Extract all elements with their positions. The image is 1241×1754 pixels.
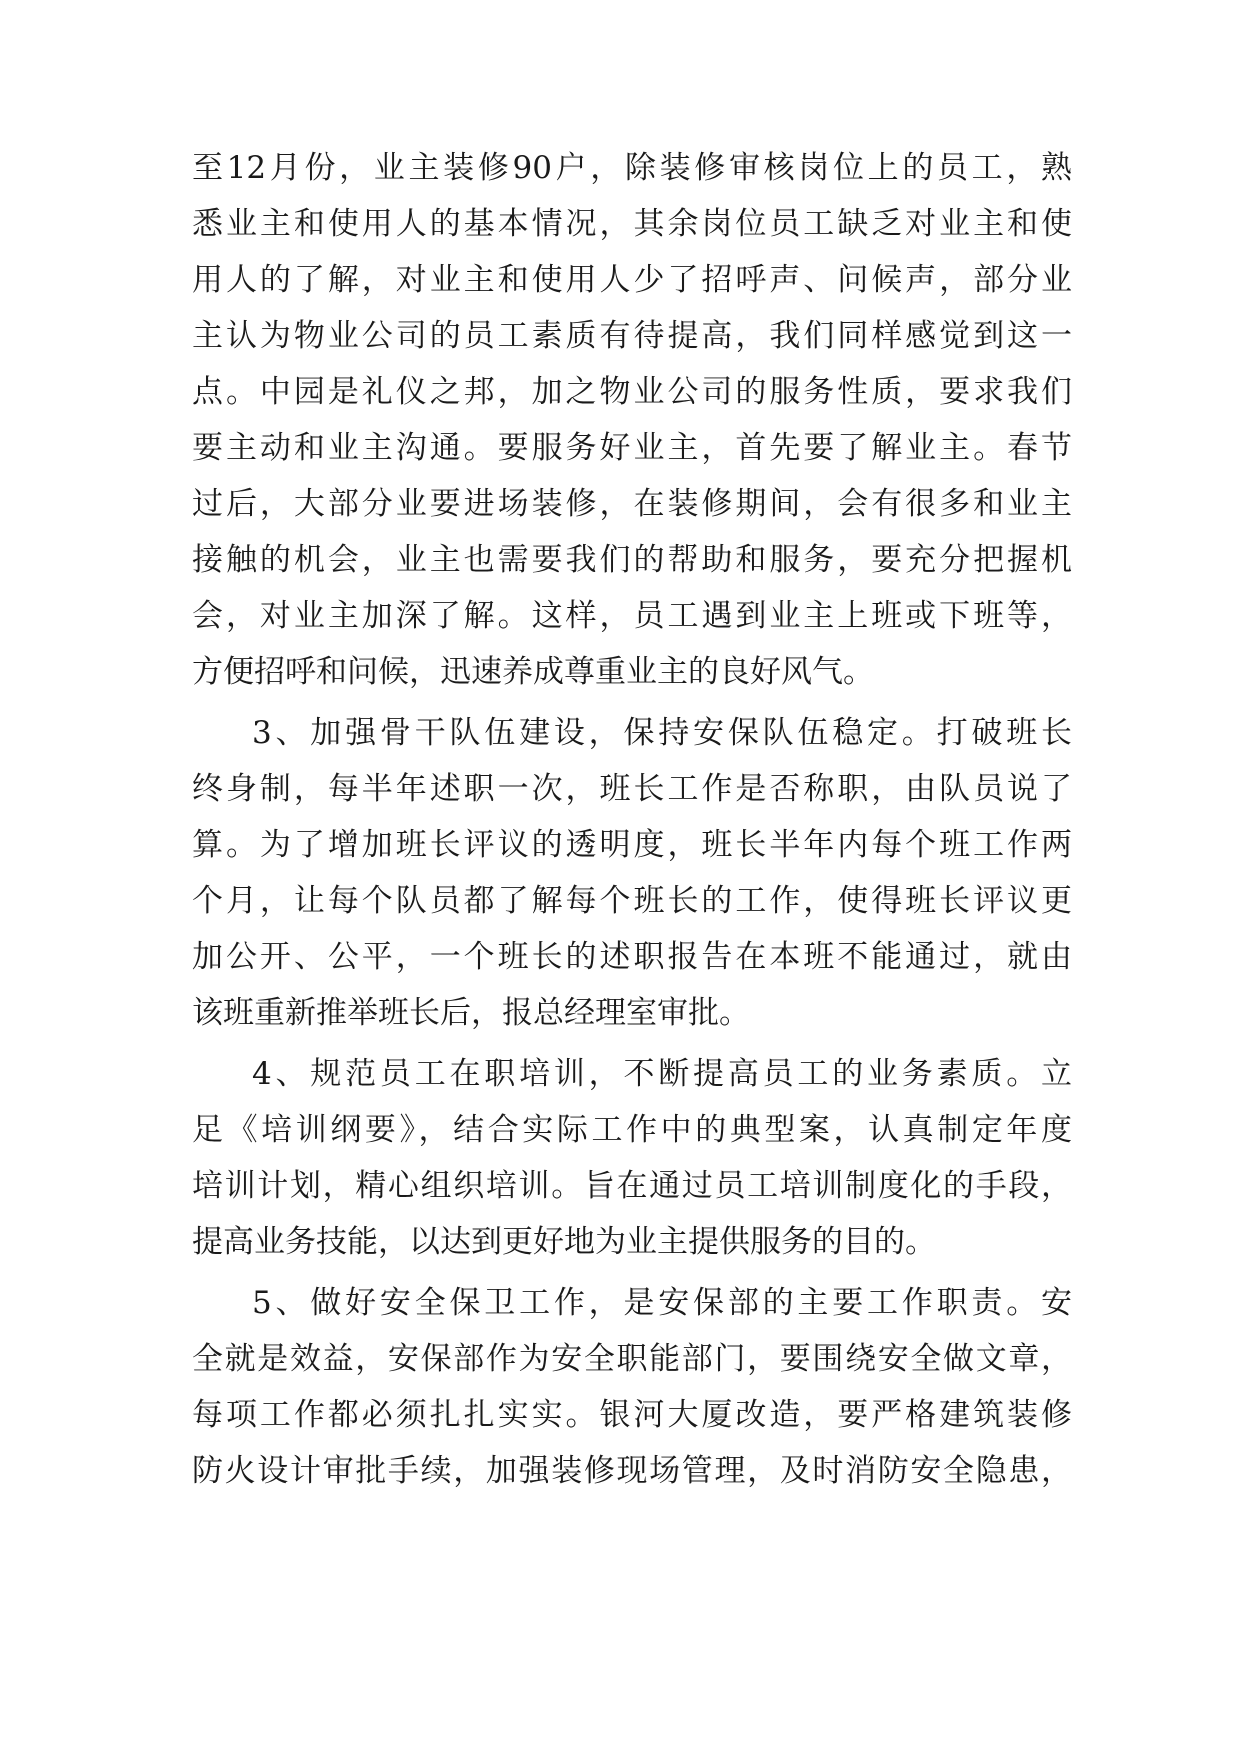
paragraph-first-line: 4、规范员工在职培训，不断提高员工的业务素质。立 xyxy=(252,1056,1072,1092)
text-line: 算。为了增加班长评议的透明度，班长半年内每个班工作两 xyxy=(192,827,1072,863)
text-line: 该班重新推举班长后，报总经理室审批。 xyxy=(192,995,750,1031)
text-line: 点。中园是礼仪之邦，加之物业公司的服务性质，要求我们 xyxy=(192,374,1072,410)
text-line: 全就是效益，安保部作为安全职能部门，要围绕安全做文章， xyxy=(192,1341,1072,1377)
text-line: 过后，大部分业要进场装修，在装修期间，会有很多和业主 xyxy=(192,486,1072,522)
text-line: 终身制，每半年述职一次，班长工作是否称职，由队员说了 xyxy=(192,771,1072,807)
text-line: 方便招呼和问候，迅速养成尊重业主的良好风气。 xyxy=(192,654,874,690)
text-line: 提高业务技能，以达到更好地为业主提供服务的目的。 xyxy=(192,1224,936,1260)
text-line: 防火设计审批手续，加强装修现场管理，及时消防安全隐患， xyxy=(192,1453,1072,1489)
text-line: 每项工作都必须扎扎实实。银河大厦改造，要严格建筑装修 xyxy=(192,1397,1072,1433)
text-line: 主认为物业公司的员工素质有待提高，我们同样感觉到这一 xyxy=(192,318,1072,354)
text-line: 会，对业主加深了解。这样，员工遇到业主上班或下班等， xyxy=(192,598,1072,634)
text-line: 悉业主和使用人的基本情况，其余岗位员工缺乏对业主和使 xyxy=(192,206,1072,242)
paragraph-first-line: 3、加强骨干队伍建设，保持安保队伍稳定。打破班长 xyxy=(252,715,1072,751)
text-line: 足《培训纲要》，结合实际工作中的典型案，认真制定年度 xyxy=(192,1112,1072,1148)
text-line: 培训计划，精心组织培训。旨在通过员工培训制度化的手段， xyxy=(192,1168,1072,1204)
text-line: 加公开、公平，一个班长的述职报告在本班不能通过，就由 xyxy=(192,939,1072,975)
text-line: 个月，让每个队员都了解每个班长的工作，使得班长评议更 xyxy=(192,883,1072,919)
paragraph-first-line: 5、做好安全保卫工作，是安保部的主要工作职责。安 xyxy=(252,1285,1072,1321)
text-line: 用人的了解，对业主和使用人少了招呼声、问候声，部分业 xyxy=(192,262,1072,298)
text-line: 至12月份，业主装修90户，除装修审核岗位上的员工，熟 xyxy=(192,150,1072,186)
text-line: 接触的机会，业主也需要我们的帮助和服务，要充分把握机 xyxy=(192,542,1072,578)
text-line: 要主动和业主沟通。要服务好业主，首先要了解业主。春节 xyxy=(192,430,1072,466)
